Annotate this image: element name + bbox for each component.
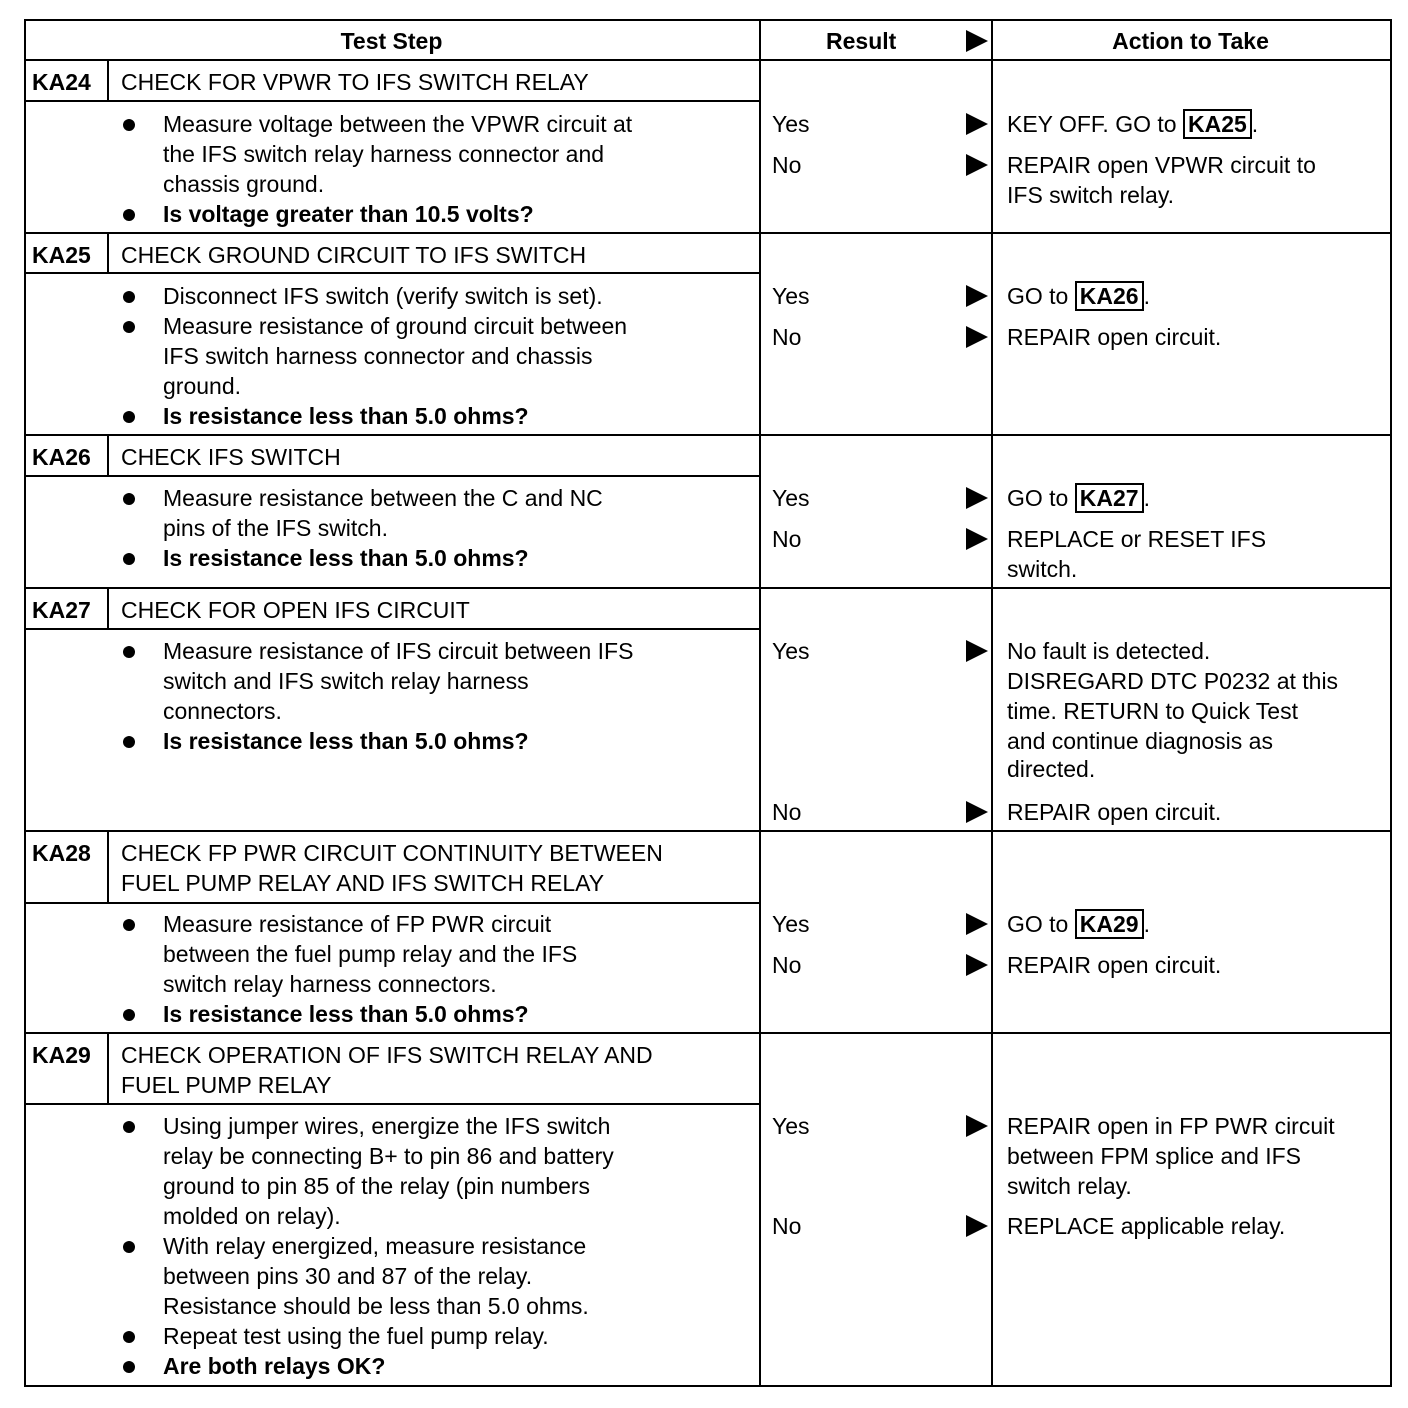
- step-title: FUEL PUMP RELAY: [121, 1072, 332, 1098]
- action-line: REPLACE applicable relay.: [1007, 1213, 1286, 1239]
- action-text: [1007, 1141, 1301, 1171]
- step-instruction: Is resistance less than 5.0 ohms?: [163, 403, 529, 429]
- result-no: No: [772, 152, 802, 178]
- step-instruction: Measure resistance of ground circuit between: [163, 313, 628, 339]
- action-line: REPAIR open circuit.: [1007, 952, 1222, 978]
- action-text: [1007, 726, 1273, 756]
- arrow-icon: [966, 528, 988, 550]
- rule: [24, 902, 761, 904]
- result-yes: Yes: [772, 283, 810, 309]
- step-title: CHECK IFS SWITCH: [121, 444, 341, 470]
- arrow-icon: [966, 913, 988, 935]
- action-text: [1007, 636, 1210, 666]
- bullet-icon: [123, 736, 135, 748]
- action-line: REPLACE or RESET IFS: [1007, 526, 1267, 552]
- bullet-icon: [123, 1331, 135, 1343]
- action-line: KEY OFF. GO to: [1007, 111, 1183, 137]
- arrow-icon: [966, 640, 988, 662]
- rule: [107, 434, 109, 477]
- arrow-icon: [966, 326, 988, 348]
- rule: [24, 272, 761, 274]
- step-id: KA28: [32, 840, 91, 866]
- bullet-icon: [123, 411, 135, 423]
- bullet-icon: [123, 291, 135, 303]
- bullet-icon: [123, 321, 135, 333]
- arrow-icon: [966, 30, 988, 52]
- bullet-icon: [123, 1121, 135, 1133]
- rule: [24, 100, 761, 102]
- rule: [107, 59, 109, 102]
- step-instruction: Disconnect IFS switch (verify switch is set).: [163, 283, 603, 309]
- step-title: CHECK OPERATION OF IFS SWITCH RELAY AND: [121, 1042, 653, 1068]
- step-instruction: Is resistance less than 5.0 ohms?: [163, 728, 529, 754]
- action-punctuation: .: [1143, 911, 1150, 937]
- step-id: KA26: [32, 444, 91, 470]
- step-instruction: relay be connecting B+ to pin 86 and battery: [163, 1143, 614, 1169]
- arrow-icon: [966, 113, 988, 135]
- action-line: between FPM splice and IFS: [1007, 1143, 1302, 1169]
- action-text: [1007, 1171, 1132, 1201]
- rule: [24, 830, 1392, 832]
- step-instruction: Measure resistance of IFS circuit between IFS: [163, 638, 634, 664]
- step-id: KA24: [32, 69, 91, 95]
- step-reference-link[interactable]: KA25: [1183, 109, 1252, 139]
- step-instruction: Resistance should be less than 5.0 ohms.: [163, 1293, 589, 1319]
- step-title: CHECK FOR OPEN IFS CIRCUIT: [121, 597, 470, 623]
- bullet-icon: [123, 1361, 135, 1373]
- step-instruction: switch relay harness connectors.: [163, 971, 497, 997]
- action-text: [1007, 797, 1221, 827]
- bullet-icon: [123, 1241, 135, 1253]
- rule: [107, 830, 109, 904]
- result-no: No: [772, 799, 802, 825]
- step-instruction: the IFS switch relay harness connector and: [163, 141, 605, 167]
- rule: [24, 1032, 1392, 1034]
- action-line: GO to: [1007, 283, 1075, 309]
- result-yes: Yes: [772, 638, 810, 664]
- action-text: [1007, 483, 1150, 513]
- step-instruction: ground.: [163, 373, 242, 399]
- bullet-icon: [123, 553, 135, 565]
- step-instruction: ground to pin 85 of the relay (pin numbers: [163, 1173, 591, 1199]
- rule: [24, 1385, 1392, 1387]
- step-instruction: Are both relays OK?: [163, 1353, 386, 1379]
- action-text: [1007, 322, 1221, 352]
- arrow-icon: [966, 487, 988, 509]
- arrow-icon: [966, 1115, 988, 1137]
- step-instruction: Repeat test using the fuel pump relay.: [163, 1323, 549, 1349]
- result-yes: Yes: [772, 1113, 810, 1139]
- step-title: FUEL PUMP RELAY AND IFS SWITCH RELAY: [121, 870, 605, 896]
- action-text: [1007, 281, 1150, 311]
- result-yes: Yes: [772, 485, 810, 511]
- step-id: KA29: [32, 1042, 91, 1068]
- step-instruction: IFS switch harness connector and chassis: [163, 343, 593, 369]
- step-instruction: Is resistance less than 5.0 ohms?: [163, 545, 529, 571]
- action-text: [1007, 696, 1298, 726]
- result-yes: Yes: [772, 911, 810, 937]
- step-reference-link[interactable]: KA27: [1075, 483, 1144, 513]
- bullet-icon: [123, 209, 135, 221]
- action-line: IFS switch relay.: [1007, 182, 1174, 208]
- action-text: [1007, 1211, 1285, 1241]
- action-text: [1007, 180, 1174, 210]
- step-instruction: switch and IFS switch relay harness: [163, 668, 529, 694]
- arrow-icon: [966, 154, 988, 176]
- rule: [24, 434, 1392, 436]
- step-id: KA25: [32, 242, 91, 268]
- rule: [24, 628, 761, 630]
- header-result: Result: [826, 28, 897, 54]
- rule: [24, 587, 1392, 589]
- step-instruction: pins of the IFS switch.: [163, 515, 388, 541]
- action-text: [1007, 109, 1258, 139]
- rule: [24, 19, 1392, 21]
- step-instruction: With relay energized, measure resistance: [163, 1233, 587, 1259]
- result-no: No: [772, 526, 802, 552]
- rule: [24, 1103, 761, 1105]
- header-test-step: Test Step: [340, 28, 443, 54]
- action-line: switch relay.: [1007, 1173, 1132, 1199]
- action-line: REPAIR open VPWR circuit to: [1007, 152, 1316, 178]
- action-line: DISREGARD DTC P0232 at this: [1007, 668, 1339, 694]
- step-instruction: Measure resistance between the C and NC: [163, 485, 603, 511]
- action-text: [1007, 909, 1150, 939]
- step-instruction: molded on relay).: [163, 1203, 341, 1229]
- step-instruction: between pins 30 and 87 of the relay.: [163, 1263, 533, 1289]
- rule: [759, 19, 761, 1387]
- result-no: No: [772, 952, 802, 978]
- step-title: CHECK FP PWR CIRCUIT CONTINUITY BETWEEN: [121, 840, 663, 866]
- action-line: GO to: [1007, 485, 1075, 511]
- rule: [107, 232, 109, 274]
- action-text: [1007, 950, 1221, 980]
- rule: [24, 475, 761, 477]
- action-text: [1007, 524, 1266, 554]
- step-id: KA27: [32, 597, 91, 623]
- action-text: [1007, 1111, 1335, 1141]
- step-title: CHECK GROUND CIRCUIT TO IFS SWITCH: [121, 242, 587, 268]
- step-instruction: between the fuel pump relay and the IFS: [163, 941, 578, 967]
- action-line: REPAIR open in FP PWR circuit: [1007, 1113, 1335, 1139]
- step-instruction: Using jumper wires, energize the IFS switch: [163, 1113, 611, 1139]
- step-instruction: Is resistance less than 5.0 ohms?: [163, 1001, 529, 1027]
- action-line: time. RETURN to Quick Test: [1007, 698, 1298, 724]
- bullet-icon: [123, 646, 135, 658]
- step-instruction: Is voltage greater than 10.5 volts?: [163, 201, 534, 227]
- rule: [24, 232, 1392, 234]
- action-line: and continue diagnosis as: [1007, 728, 1273, 754]
- action-text: [1007, 150, 1316, 180]
- step-title: CHECK FOR VPWR TO IFS SWITCH RELAY: [121, 69, 589, 95]
- header-action: Action to Take: [1112, 28, 1269, 54]
- arrow-icon: [966, 285, 988, 307]
- action-punctuation: .: [1143, 485, 1150, 511]
- result-no: No: [772, 324, 802, 350]
- rule: [107, 587, 109, 630]
- bullet-icon: [123, 919, 135, 931]
- arrow-icon: [966, 954, 988, 976]
- step-instruction: chassis ground.: [163, 171, 325, 197]
- step-instruction: Measure resistance of FP PWR circuit: [163, 911, 552, 937]
- action-line: directed.: [1007, 756, 1096, 782]
- step-reference-link[interactable]: KA29: [1075, 909, 1144, 939]
- action-line: REPAIR open circuit.: [1007, 799, 1222, 825]
- action-line: No fault is detected.: [1007, 638, 1211, 664]
- step-reference-link[interactable]: KA26: [1075, 281, 1144, 311]
- bullet-icon: [123, 493, 135, 505]
- result-yes: Yes: [772, 111, 810, 137]
- bullet-icon: [123, 119, 135, 131]
- rule: [24, 59, 1392, 61]
- bullet-icon: [123, 1009, 135, 1021]
- action-line: switch.: [1007, 556, 1078, 582]
- result-no: No: [772, 1213, 802, 1239]
- rule: [107, 1032, 109, 1105]
- arrow-icon: [966, 801, 988, 823]
- action-punctuation: .: [1143, 283, 1150, 309]
- step-instruction: Measure voltage between the VPWR circuit at: [163, 111, 633, 137]
- action-line: GO to: [1007, 911, 1075, 937]
- action-text: [1007, 554, 1077, 584]
- rule: [991, 19, 993, 1387]
- action-text: [1007, 754, 1095, 784]
- arrow-icon: [966, 1215, 988, 1237]
- rule: [24, 19, 26, 1387]
- action-punctuation: .: [1251, 111, 1259, 137]
- step-instruction: connectors.: [163, 698, 282, 724]
- action-line: REPAIR open circuit.: [1007, 324, 1222, 350]
- action-text: [1007, 666, 1338, 696]
- rule: [1390, 19, 1392, 1387]
